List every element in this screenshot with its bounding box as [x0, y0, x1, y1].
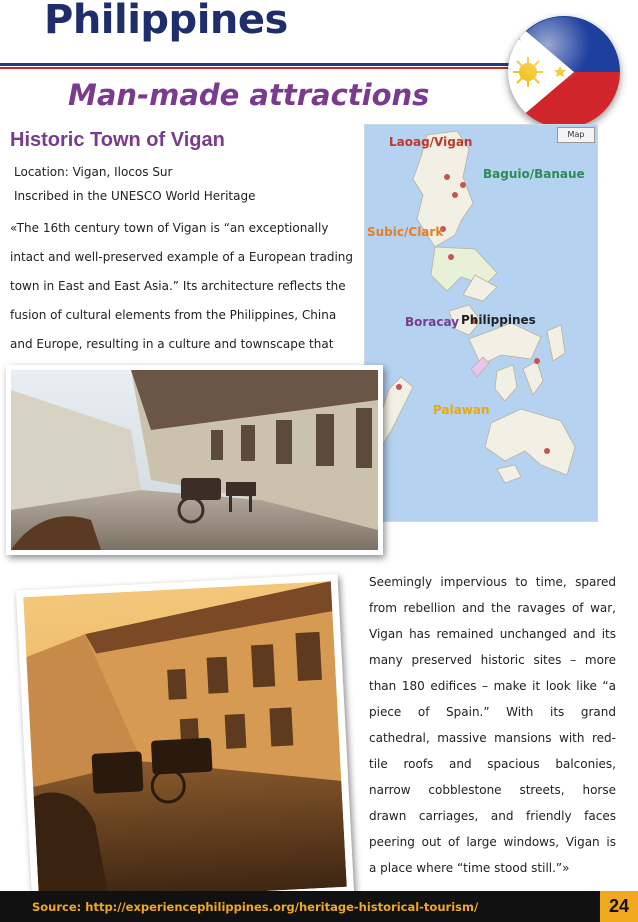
header-rule-blue — [0, 63, 520, 66]
description-line: peering out of large windows, Vigan is — [369, 835, 616, 849]
description-line: a place where “time stood still.”» — [369, 861, 570, 875]
section-heading: Historic Town of Vigan — [10, 129, 225, 151]
vigan-street-photo — [6, 365, 383, 555]
header-rule-red — [0, 67, 520, 69]
map-label-country: Philippines — [461, 313, 536, 327]
description-line: cathedral, massive mansions with red- — [369, 731, 616, 745]
quote-line: fusion of cultural elements from the Philippines, China — [10, 308, 337, 322]
description-line: Seemingly impervious to time, spared — [369, 575, 616, 589]
description-line: drawn carriages, and friendly faces — [369, 809, 616, 823]
description-line: piece of Spain.” With its grand — [369, 705, 616, 719]
philippines-map — [364, 124, 598, 522]
footer-bar — [0, 891, 638, 922]
quote-line: town in East and East Asia.” Its architecture reflects the — [10, 279, 346, 293]
page-title: Philippines — [44, 0, 288, 43]
quote-line: intact and well-preserved example of a European trading — [10, 250, 354, 264]
map-label-laoag: Laoag/Vigan — [389, 135, 473, 149]
page-number: 24 — [600, 891, 638, 922]
description-paragraph — [369, 569, 616, 881]
description-line: tile roofs and spacious balconies, — [369, 757, 616, 771]
map-type-button[interactable]: Map — [557, 127, 595, 143]
vigan-sunset-photo — [16, 574, 354, 910]
description-line: Vigan has remained unchanged and its — [369, 627, 616, 641]
description-line: narrow cobblestone streets, horse — [369, 783, 616, 797]
page-subtitle: Man-made attractions — [68, 78, 430, 112]
philippines-flag-icon — [508, 16, 620, 128]
unesco-text: Inscribed in the UNESCO World Heritage — [14, 189, 256, 203]
source-link[interactable]: Source: http://experiencephilippines.org/heritage-historical-tourism/ — [32, 899, 479, 914]
map-label-boracay: Boracay — [405, 315, 460, 329]
quote-line: «The 16th century town of Vigan is “an exceptionally — [10, 221, 329, 235]
location-text: Location: Vigan, Ilocos Sur — [14, 165, 173, 179]
quote-paragraph — [10, 214, 354, 388]
quote-line: and Europe, resulting in a culture and townscape that — [10, 337, 334, 351]
description-line: from rebellion and the ravages of war, — [369, 601, 616, 615]
map-label-baguio: Baguio/Banaue — [483, 167, 585, 181]
map-label-subic: Subic/Clark — [367, 225, 444, 239]
description-line: many preserved historic sites – more — [369, 653, 616, 667]
description-line: than 180 edifices – make it look like “a — [369, 679, 616, 693]
map-label-palawan: Palawan — [433, 403, 490, 417]
